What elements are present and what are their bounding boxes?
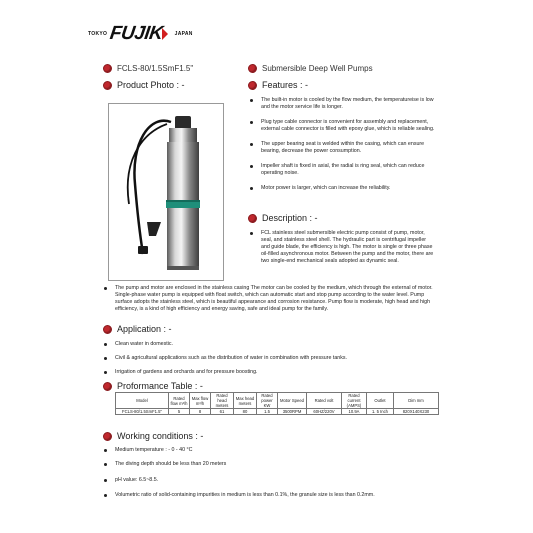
table-heading: Proformance Table : -: [103, 381, 203, 391]
list-item: Medium temperature : - 0 - 40 °C: [104, 447, 440, 454]
list-item: Civil & agricultural applications such as the distribution of water in combination with pressure tanks.: [104, 355, 440, 362]
application-heading: Application : -: [103, 324, 172, 334]
list-item: Clean water in domestic.: [104, 341, 440, 348]
list-item: The upper bearing seat is welded within the casing, which can ensure bearing, decrease the power consumption.: [250, 141, 436, 155]
list-item: The diving depth should be less than 20 meters: [104, 461, 440, 468]
bullet-dot-icon: [103, 432, 112, 441]
photo-heading: Product Photo : -: [103, 80, 185, 90]
bullet-dot-icon: [248, 214, 257, 223]
list-item: Irrigation of gardens and orchards and for pressure boosting.: [104, 369, 440, 376]
performance-table: [115, 392, 439, 415]
pump-image: [109, 104, 223, 280]
description-text: FCL stainless steel submersible electric pump consist of pump, motor, seal, and stainless steel shell. The hydraulic part is centrifugal impeller and guide blade, the efficiency is high. The motor is single or three phase oil-filled asynchronous motor. Between the pump and the motor, there are two single-end mechanical seals adopted as dynamic seal.: [250, 230, 436, 265]
bullet-dot-icon: [248, 64, 257, 73]
list-item: Plug type cable connector is convenient for assembly and replacement, external cable connector is filled with epoxy glue, which is reliable sealing.: [250, 119, 436, 133]
logo-right-text: JAPAN: [174, 31, 193, 37]
logo-left-text: TOKYO: [88, 31, 108, 37]
list-item: Volumetric ratio of solid-containing impurities in medium is less than 0.1%, the granule size is less than 0.2mm.: [104, 492, 440, 499]
features-list: [250, 97, 436, 192]
pump-paragraph: The pump and motor are enclosed in the stainless casing The motor can be cooled by the medium, which through the external of motor. Single-phase water pump is equipped with float switch, which can automatic start and stop pump according to the water level. Pump surface adopts the stainless steel, which is beautiful appearance and corrosion resistance. Pump flow is moderate, high head and high efficiency, is a kind of high efficiency and energy saving, safe and ideal pump for the family.: [104, 285, 440, 313]
working-heading: Working conditions : -: [103, 431, 203, 441]
model-heading: FCLS-80/1.5SmF1.5": [103, 64, 193, 73]
bullet-dot-icon: [103, 64, 112, 73]
features-heading: Features : -: [248, 80, 308, 90]
bullet-dot-icon: [248, 81, 257, 90]
bullet-dot-icon: [103, 81, 112, 90]
list-item: Motor power is larger, which can increase the reliability.: [250, 185, 436, 192]
list-item: The built-in motor is cooled by the flow medium, the temperatureise is low and the motor service life is longer.: [250, 97, 436, 111]
list-item: Impeller shaft is fixed in axial, the radial is ring seal, which can reduce operating noise.: [250, 163, 436, 177]
logo-mark-icon: [162, 28, 172, 40]
table-header-row: Model Rated flow m³/h Max flow m³/h Rated head meters Max head meters Rated power KW Motor Speed Rated volt Rated current (AMPS) Outlet Dim mm: [116, 393, 439, 409]
product-photo: [108, 103, 224, 281]
performance-table-wrap: [115, 392, 439, 415]
bullet-dot-icon: [103, 382, 112, 391]
description-heading: Description : -: [248, 213, 318, 223]
bullet-dot-icon: [103, 325, 112, 334]
table-row: FCLS-80/1.5SmF1.5" 5 8 61 80 1.5 3500RPM 60HZ/220V 10.9A 1. 5 Inch 820X140X230: [116, 409, 439, 415]
list-item: pH value: 6.5~8.5.: [104, 477, 440, 484]
brand-logo: [88, 24, 193, 44]
product-title: Submersible Deep Well Pumps: [248, 64, 373, 73]
logo-brand: FUJIK: [108, 23, 165, 44]
